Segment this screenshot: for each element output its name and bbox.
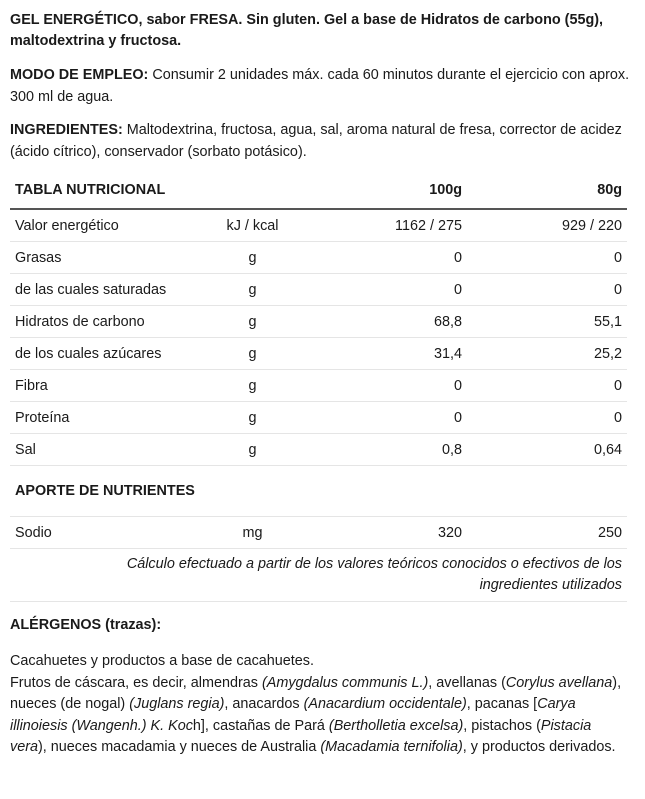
nutrient-name: Valor energético	[10, 209, 210, 242]
nutrient-unit: g	[210, 242, 295, 274]
ingredients-text: Maltodextrina, fructosa, agua, sal, aroma natural de fresa, corrector de acidez (ácido cítrico), conservador (sorbato potásico).	[10, 122, 622, 160]
table-row	[10, 434, 627, 466]
nutrient-value-100g: 0	[295, 274, 467, 306]
allergens-line-1: Cacahuetes y productos a base de cacahuetes.	[10, 653, 315, 669]
allergen-text: ), nueces macadamia y nueces de Australia	[38, 739, 321, 755]
nutrient-value-80g: 0	[467, 402, 627, 434]
nutrient-value-100g: 31,4	[295, 338, 467, 370]
allergen-text: ), nueces (de nogal)	[10, 674, 622, 712]
nutrient-value-100g: 0	[295, 370, 467, 402]
usage-instructions	[10, 64, 630, 108]
allergen-text: , pistachos (	[463, 717, 541, 734]
usage-text: Consumir 2 unidades máx. cada 60 minutos durante el ejercicio con aprox. 300 ml de agua.	[10, 67, 630, 105]
calculation-note: Cálculo efectuado a partir de los valores teóricos conocidos o efectivos de los ingredientes utilizados	[10, 549, 627, 602]
table-row	[10, 370, 627, 402]
nutrient-name: Proteína	[10, 402, 210, 434]
nutrient-value-100g: 320	[295, 517, 467, 549]
table-header-row	[10, 172, 627, 209]
nutrient-name: de las cuales saturadas	[10, 274, 210, 306]
aporte-label: APORTE DE NUTRIENTES	[10, 466, 210, 517]
allergen-species: Carya illinoiesis (Wangenh.) K. Koc	[10, 696, 576, 734]
nutrient-value-80g: 0	[467, 370, 627, 402]
table-row	[10, 209, 627, 242]
allergens-text	[10, 651, 630, 759]
nutrient-value-100g: 1162 / 275	[295, 209, 467, 242]
allergen-text: , y productos derivados.	[462, 739, 616, 755]
nutrient-value-80g: 0	[467, 274, 627, 306]
allergen-text: h], castañas de Pará	[192, 717, 329, 734]
aporte-row	[10, 466, 627, 517]
table-row	[10, 306, 627, 338]
allergen-species: (Amygdalus communis L.)	[261, 674, 429, 691]
allergen-text: , anacardos	[224, 696, 304, 712]
table-note-row	[10, 549, 627, 602]
nutrient-value-100g: 0,8	[295, 434, 467, 466]
allergen-species: (Bertholletia excelsa)	[328, 717, 464, 734]
nutrient-name: Hidratos de carbono	[10, 306, 210, 338]
nutrient-unit: g	[210, 274, 295, 306]
allergen-species: Pistacia vera	[10, 717, 592, 755]
nutrient-value-80g: 55,1	[467, 306, 627, 338]
table-row	[10, 338, 627, 370]
nutrient-unit: g	[210, 306, 295, 338]
nutrient-name: Sodio	[10, 517, 210, 549]
nutrient-name: Fibra	[10, 370, 210, 402]
nutrient-unit: g	[210, 338, 295, 370]
table-row	[10, 402, 627, 434]
nutrient-value-100g: 0	[295, 402, 467, 434]
product-title: GEL ENERGÉTICO, sabor FRESA. Sin gluten. Gel a base de Hidratos de carbono (55g), maltodextrina y fructosa.	[10, 12, 604, 49]
nutrient-name: de los cuales azúcares	[10, 338, 210, 370]
allergen-species: (Anacardium occidentale)	[303, 696, 467, 712]
nutrient-name: Grasas	[10, 242, 210, 274]
nutrition-table	[10, 172, 627, 602]
nutrient-value-80g: 25,2	[467, 338, 627, 370]
allergens-title: ALÉRGENOS (trazas):	[10, 617, 162, 633]
nutrient-value-80g: 0	[467, 242, 627, 274]
nutrient-value-80g: 929 / 220	[467, 209, 627, 242]
table-header-100g: 100g	[295, 172, 467, 209]
table-row	[10, 274, 627, 306]
ingredients-label: INGREDIENTES:	[10, 122, 123, 138]
ingredients-section	[10, 119, 630, 163]
table-header-80g: 80g	[467, 172, 627, 209]
nutrient-value-100g: 0	[295, 242, 467, 274]
nutrient-unit: g	[210, 402, 295, 434]
nutrient-name: Sal	[10, 434, 210, 466]
nutrient-unit: kJ / kcal	[210, 209, 295, 242]
nutrient-value-80g: 250	[467, 517, 627, 549]
allergens-line-2	[10, 673, 630, 759]
table-header-label: TABLA NUTRICIONAL	[10, 172, 210, 209]
nutrient-unit: g	[210, 370, 295, 402]
allergen-species: (Macadamia ternifolia)	[320, 739, 463, 755]
allergen-species: Corylus avellana	[505, 674, 613, 691]
table-row	[10, 517, 627, 549]
nutrient-unit: mg	[210, 517, 295, 549]
allergen-text: , avellanas (	[428, 674, 506, 691]
nutrient-unit: g	[210, 434, 295, 466]
usage-label: MODO DE EMPLEO:	[10, 67, 149, 83]
table-row	[10, 242, 627, 274]
nutrient-value-100g: 68,8	[295, 306, 467, 338]
allergen-text: Frutos de cáscara, es decir, almendras	[10, 674, 262, 691]
allergen-text: , pacanas [	[466, 696, 538, 712]
nutrient-value-80g: 0,64	[467, 434, 627, 466]
allergen-species: (Juglans regia)	[129, 696, 225, 712]
